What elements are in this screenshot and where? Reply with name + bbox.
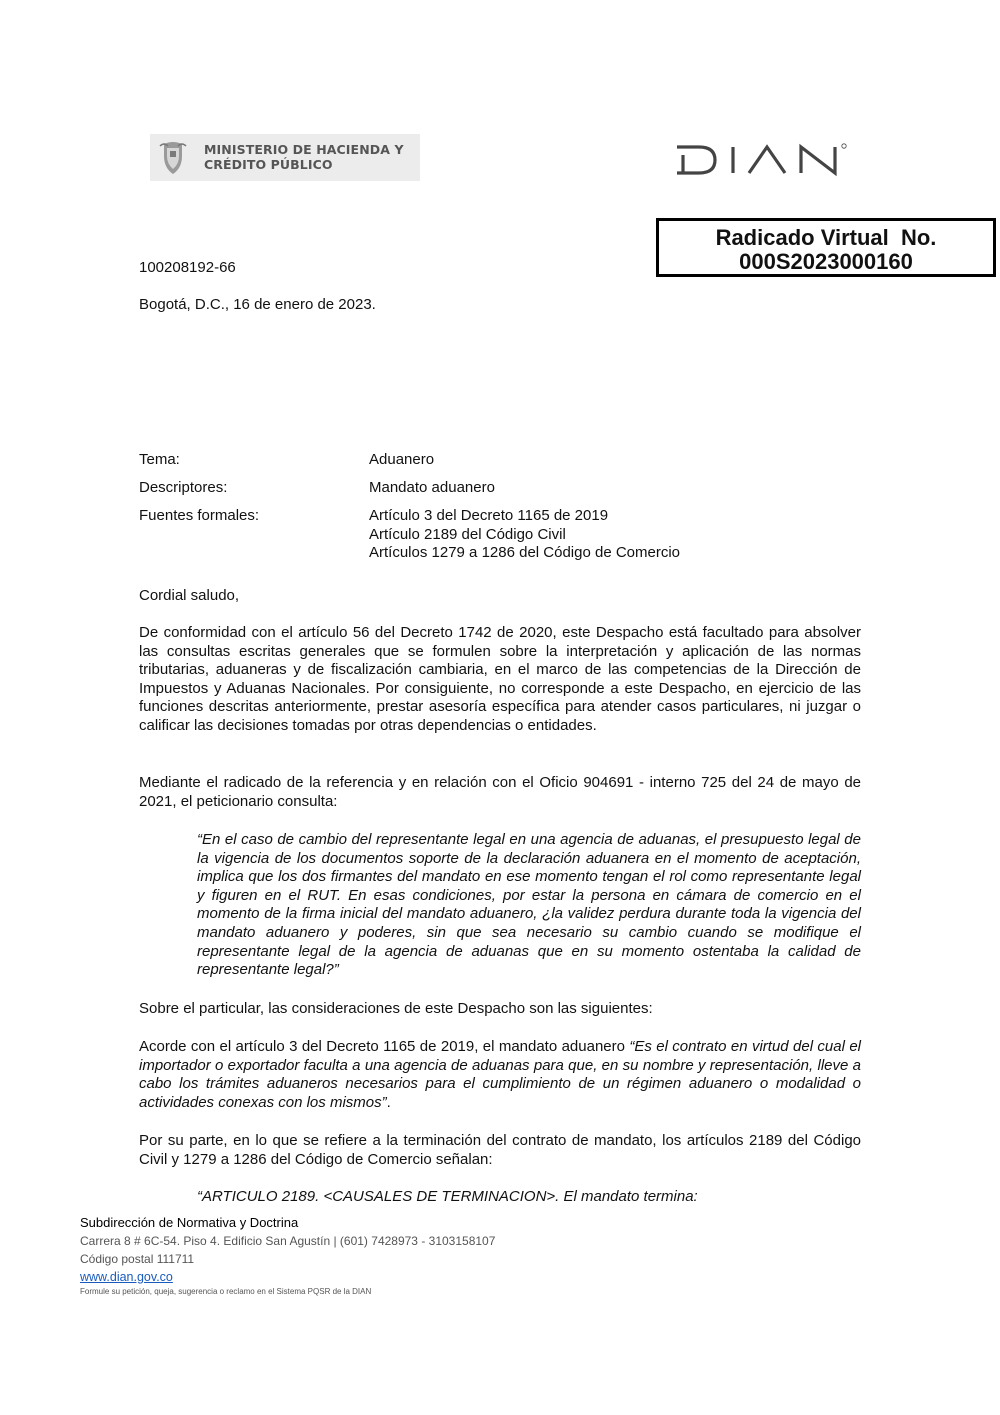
paragraph-4-intro: Acorde con el artículo 3 del Decreto 1165 de 2019, el mandato aduanero xyxy=(139,1038,630,1055)
footer-address: Carrera 8 # 6C-54. Piso 4. Edificio San Agustín | (601) 7428973 - 3103158107 xyxy=(80,1234,496,1248)
footer-website-link[interactable]: www.dian.gov.co xyxy=(80,1270,173,1284)
tema-value: Aduanero xyxy=(369,451,435,468)
fuentes-item: Artículo 3 del Decreto 1165 de 2019 xyxy=(369,507,609,524)
document-number: 100208192-66 xyxy=(139,259,236,276)
descriptores-label: Descriptores: xyxy=(139,479,228,496)
ministry-name-line2: CRÉDITO PÚBLICO xyxy=(204,157,333,172)
paragraph-2: Mediante el radicado de la referencia y en relación con el Oficio 904691 - interno 725 del 24 de mayo de 2021, el peticionario consulta: xyxy=(139,774,861,810)
dian-logo xyxy=(675,143,850,177)
fuentes-label: Fuentes formales: xyxy=(139,507,260,524)
paragraph-3: Sobre el particular, las consideraciones de este Despacho son las siguientes: xyxy=(139,1000,653,1017)
paragraph-4-quote: “Es el contrato en virtud del cual el importador o exportador faculta a una agencia de aduanas para que, en su nombre y representación, lleve a cabo los trámites aduaneros necesarios para el cumplimiento de un régimen aduanero o modalidad o actividades conexas con los mismos” xyxy=(139,1038,861,1111)
greeting: Cordial saludo, xyxy=(139,587,240,604)
radicado-box xyxy=(656,218,996,277)
tema-label: Tema: xyxy=(139,451,180,468)
coat-of-arms-icon xyxy=(158,140,188,176)
paragraph-4 xyxy=(139,1038,861,1112)
quote-consulta: “En el caso de cambio del representante legal en una agencia de aduanas, el presupuesto legal de la vigencia de los documentos soporte de la declaración aduanera en el momento de aceptación, implica que los dos firmantes del mandato en ese momento tengan el rol como representante legal y figuren en el RUT. En esas condiciones, por estar la persona en cámara de comercio en el momento de la firma inicial del mandato aduanero, ¿la validez perdura durante toda la vigencia del mandato aduanero y poderes, sin que sea necesario su cambio cuando se modifique el representante legal de la agencia de aduanas que en su momento ostentaba la calidad de representante legal?” xyxy=(197,831,861,979)
radicado-number: 000S2023000160 xyxy=(739,249,913,274)
quote-articulo: “ARTICULO 2189. <CAUSALES DE TERMINACION>. El mandato termina: xyxy=(197,1188,698,1205)
fuentes-list xyxy=(369,507,680,563)
paragraph-5: Por su parte, en lo que se refiere a la terminación del contrato de mandato, los artículos 2189 del Código Civil y 1279 a 1286 del Código de Comercio señalan: xyxy=(139,1132,861,1168)
footer-postal-code: Código postal 111711 xyxy=(80,1252,195,1266)
footer-office: Subdirección de Normativa y Doctrina xyxy=(80,1215,299,1230)
radicado-label: Radicado Virtual No. xyxy=(715,225,937,250)
footer-pqsr-note: Formule su petición, queja, sugerencia o reclamo en el Sistema PQSR de la DIAN xyxy=(80,1287,372,1296)
paragraph-1: De conformidad con el artículo 56 del Decreto 1742 de 2020, este Despacho está facultado para absolver las consultas escritas generales que se formulen sobre la interpretación y aplicación de las normas tributarias, aduaneras y de fiscalización cambiaria, en el marco de las competencias de la Dirección de Impuestos y Aduanas Nacionales. Por consiguiente, no corresponde a este Despacho, en ejercicio de las funciones descritas anteriormente, prestar asesoría específica para atender casos particulares, ni juzgar o calificar las decisiones tomadas por otras dependencias o entidades. xyxy=(139,624,861,734)
fuentes-item: Artículo 2189 del Código Civil xyxy=(369,525,566,543)
ministry-name-line1: MINISTERIO DE HACIENDA Y xyxy=(204,142,404,157)
paragraph-4-end: . xyxy=(386,1093,391,1111)
descriptores-value: Mandato aduanero xyxy=(369,479,495,496)
document-date: Bogotá, D.C., 16 de enero de 2023. xyxy=(139,296,376,313)
fuentes-item: Artículos 1279 a 1286 del Código de Comercio xyxy=(369,544,681,561)
